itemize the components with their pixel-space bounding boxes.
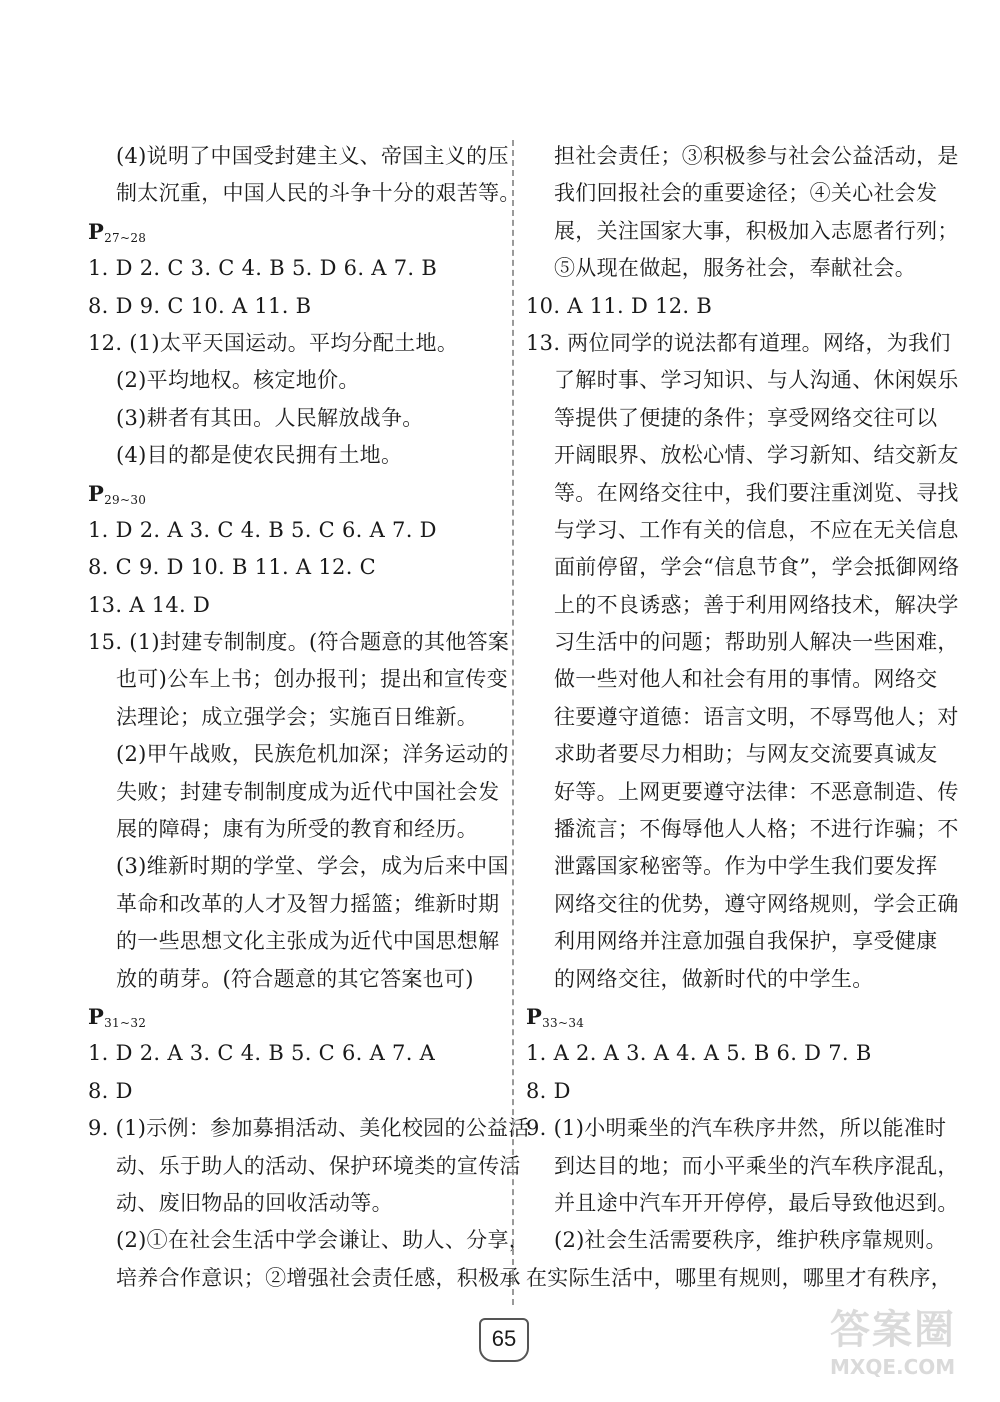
answer-line: (4)目的都是使农民拥有土地。 [116,443,403,468]
answer-line: 习生活中的问题；帮助别人解决一些困难， [554,630,959,655]
answer-line: 培养合作意识；②增强社会责任感，积极承 [116,1265,521,1290]
answer-line: 泄露国家秘密等。作为中学生我们要发挥 [554,854,938,879]
left-column [88,138,531,1297]
answer-line: 8. D 9. C 10. A 11. B [88,293,312,318]
answer-line: 9. (1)小明乘坐的汽车秩序井然，所以能准时 [526,1116,947,1141]
answer-line: 1. A 2. A 3. A 4. A 5. B 6. D 7. B [526,1041,872,1066]
answer-line: 展的障碍；康有为所受的教育和经历。 [116,817,479,842]
answer-line: 动、乐于助人的活动、保护环境类的宣传活 [116,1153,521,1178]
answer-line: 上的不良诱惑；善于利用网络技术，解决学 [554,592,959,617]
answer-line: 求助者要尽力相助；与网友交流要真诚友 [554,742,938,767]
answer-line: 了解时事、学习知识、与人沟通、休闲娱乐 [554,368,959,393]
answer-line: 动、废旧物品的回收活动等。 [116,1190,393,1215]
answer-line: 13. 两位同学的说法都有道理。网络，为我们 [526,330,951,355]
answer-line: 12. (1)太平天国运动。平均分配土地。 [88,330,459,355]
answer-line: (2)甲午战败，民族危机加深；洋务运动的 [116,742,509,767]
answer-line: (4)说明了中国受封建主义、帝国主义的压 [116,144,509,168]
answer-line: 8. C 9. D 10. B 11. A 12. C [88,555,377,580]
right-column [526,138,960,1297]
answer-line: 1. D 2. A 3. C 4. B 5. C 6. A 7. A [88,1041,436,1066]
section-heading: $P_{27\sim 28}$ [88,218,147,245]
answer-line: 8. D [88,1078,133,1103]
answer-line: ⑤从现在做起，服务社会，奉献社会。 [554,256,917,281]
answer-line: 1. D 2. A 3. C 4. B 5. C 6. A 7. D [88,517,437,542]
answer-line: 展，关注国家大事，积极加入志愿者行列； [554,218,959,243]
answer-line: 9. (1)示例：参加募捐活动、美化校园的公益活 [88,1116,530,1141]
watermark-url: MXQE.COM [830,1355,956,1379]
answer-line: (3)维新时期的学堂、学会，成为后来中国 [116,854,509,879]
answer-line: 法理论；成立强学会；实施百日维新。 [116,704,479,729]
answer-line: 的一些思想文化主张成为近代中国思想解 [116,929,500,954]
section-heading: $P_{31\sim 32}$ [88,1003,147,1030]
column-divider [512,140,514,1305]
page-number: 65 [479,1318,529,1362]
section-heading: $P_{29\sim 30}$ [88,480,147,507]
answer-line: 往要遵守道德：语言文明，不辱骂他人；对 [554,704,959,729]
answer-line: 与学习、工作有关的信息，不应在无关信息 [554,517,959,542]
answer-line: 做一些对他人和社会有用的事情。网络交 [554,667,938,692]
answer-line: 开阔眼界、放松心情、学习新知、结交新友 [554,443,959,468]
answer-line: 也可)公车上书；创办报刊；提出和宣传变 [116,667,508,692]
answer-line: 在实际生活中，哪里有规则，哪里才有秩序， [526,1265,952,1290]
answer-line: (2)社会生活需要秩序，维护秩序靠规则。 [554,1228,947,1253]
answer-line: 10. A 11. D 12. B [526,293,713,318]
watermark-title: 答案圈 [830,1307,956,1353]
answer-line: (2)平均地权。核定地价。 [116,368,360,393]
answer-line: 15. (1)封建专制制度。(符合题意的其他答案 [88,630,510,655]
answer-line: 并且途中汽车开开停停，最后导致他迟到。 [554,1190,959,1215]
answer-line: (2)①在社会生活中学会谦让、助人、分享， [116,1228,531,1253]
answer-line: (3)耕者有其田。人民解放战争。 [116,405,424,430]
answer-line: 的网络交往，做新时代的中学生。 [554,966,874,991]
answer-line: 担社会责任；③积极参与社会公益活动，是 [554,144,959,168]
answer-line: 面前停留，学会“信息节食”，学会抵御网络 [554,555,960,580]
answer-line: 8. D [526,1078,571,1103]
answer-line: 我们回报社会的重要途径；④关心社会发 [554,181,938,206]
answer-line: 制太沉重，中国人民的斗争十分的艰苦等。 [116,181,521,206]
answer-line: 利用网络并注意加强自我保护，享受健康 [554,929,938,954]
answer-line: 13. A 14. D [88,592,211,617]
answer-line: 革命和改革的人才及智力摇篮；维新时期 [116,891,500,916]
answer-line: 好等。上网更要遵守法律：不恶意制造、传 [554,779,959,804]
answer-line: 失败；封建专制制度成为近代中国社会发 [116,779,500,804]
answer-line: 等。在网络交往中，我们要注重浏览、寻找 [554,480,959,505]
answer-line: 播流言；不侮辱他人人格；不进行诈骗；不 [554,817,959,842]
answer-line: 等提供了便捷的条件；享受网络交往可以 [554,405,938,430]
answer-line: 到达目的地；而小平乘坐的汽车秩序混乱， [554,1153,959,1178]
answer-line: 放的萌芽。(符合题意的其它答案也可) [116,966,474,991]
answer-line: 1. D 2. C 3. C 4. B 5. D 6. A 7. B [88,256,438,281]
answer-line: 网络交往的优势，遵守网络规则，学会正确 [554,891,959,916]
section-heading: $P_{33\sim 34}$ [526,1003,585,1030]
watermark [830,1298,990,1398]
